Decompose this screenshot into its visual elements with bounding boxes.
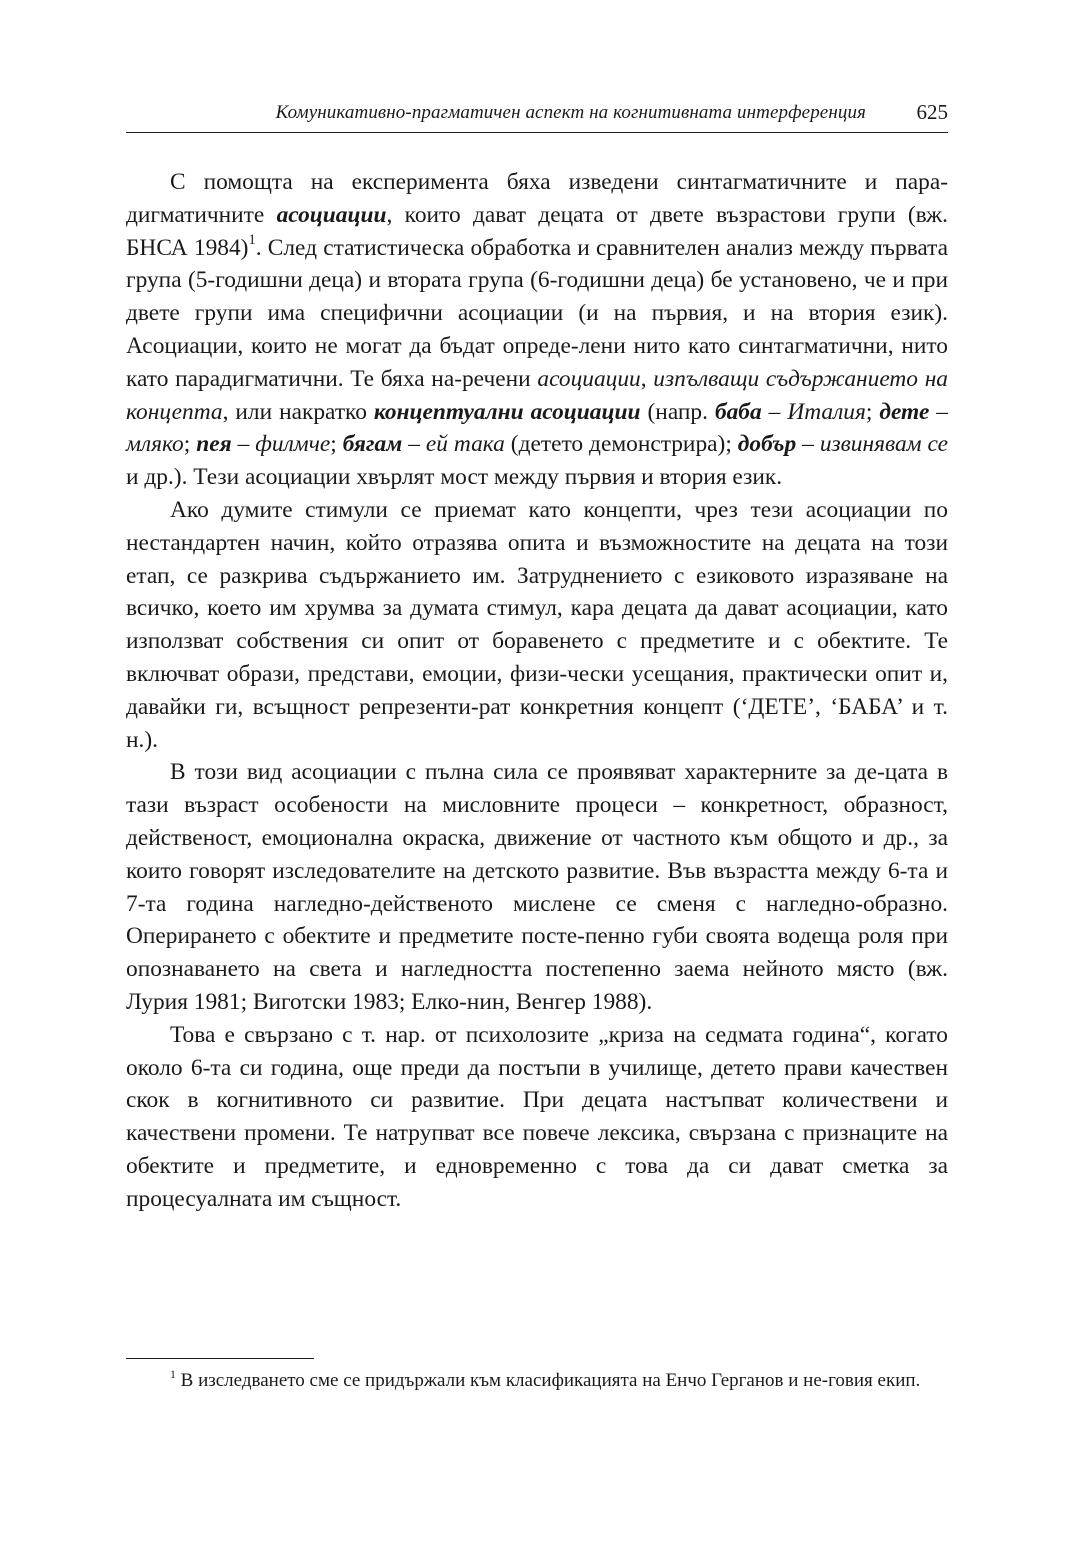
stimulus-word: баба	[714, 398, 762, 425]
footnote-marker: 1	[170, 1367, 176, 1381]
stimulus-word: пея	[196, 431, 232, 458]
footnote-text: В изследването сме се придържали към класификацията на Енчо Герганов и не-говия екип.	[175, 1370, 921, 1391]
association-word: извинявам се	[819, 431, 949, 458]
emphasis-term: концептуални асоциации	[373, 398, 641, 425]
footnote-1	[126, 1368, 948, 1394]
emphasis-term: асоциации	[276, 201, 387, 228]
association-word: ей така	[425, 431, 505, 458]
footnote-separator	[126, 1358, 314, 1359]
footnote	[126, 1368, 948, 1394]
text-run: ,	[640, 365, 654, 392]
main-text	[126, 166, 948, 1216]
association-word: мляко	[126, 431, 184, 458]
paragraph-1	[126, 166, 948, 494]
footnote-ref: 1	[248, 232, 256, 249]
paragraph-4: Това е свързано с т. нар. от психолозите „криза на седмата година“, когато около 6-та си година, още преди да постъпи в училище, детето прави качествен скок в когнитивното си развитие. При децата настъпват количествени и качествени промени. Те натрупват все повече лексика, свързана с признаците на обектите и предметите, и едновременно с това да си дават сметка за процесуалната им същност.	[126, 1021, 948, 1212]
text-run: –	[402, 431, 426, 458]
text-run: С помощта на експеримента бяха изведени синтагматичните и пара-дигматичните	[126, 169, 948, 228]
stimulus-word: дете	[879, 398, 930, 425]
text-run: –	[796, 431, 820, 458]
paragraph-2: Ако думите стимули се приемат като концепти, чрез тези асоциации по нестандартен начин, който отразява опита и възможностите на децата на този етап, се разкрива съдържанието им. Затруднението с езиковото изразяване на всичко, което им хрумва за думата стимул, кара децата да дават асоциации, като използват собствения си опит от боравенето с предметите и с обектите. Те включват образи, представи, емоции, физи-чески усещания, практически опит и, давайки ги, всъщност репрезенти-рат конкретния концепт (‘ДЕТЕ’, ‘БАБА’ и т. н.).	[126, 496, 948, 753]
text-run: , които дават децата от двете възрастови групи (вж. БНСА 1984)	[126, 201, 948, 261]
text-run: –	[761, 398, 788, 425]
association-word: Италия	[787, 398, 866, 425]
italic-term: асоциации	[537, 365, 641, 392]
text-run: –	[231, 431, 256, 458]
stimulus-word: бягам	[342, 431, 403, 458]
text-run: . След статистическа обработка и сравнителен анализ между първата група (5-годишни деца) и втората група (6-годишни деца) бе установено, че и при двете групи има специфични асоциации (и на първия, и на втория език). Асоциации, които не могат да бъдат опреде-лени нито като синтагматични, нито като парадигматични. Те бяха на-речени	[126, 234, 948, 392]
text-run: , или накратко	[222, 398, 374, 425]
italic-term: изпълващи съдържанието на концепта	[126, 365, 948, 425]
text-run: ;	[865, 398, 880, 425]
text-run: ;	[330, 431, 343, 458]
page-number: 625	[916, 100, 948, 124]
stimulus-word: добър	[737, 431, 797, 458]
text-run: –	[929, 398, 948, 425]
text-run: ;	[183, 431, 197, 458]
association-word: филмче	[255, 431, 331, 458]
running-header	[126, 100, 948, 133]
text-run: (детето демонстрира);	[504, 431, 738, 458]
text-run: (напр.	[640, 398, 715, 425]
running-title: Комуникативно-прагматичен аспект на когнитивната интерференция	[275, 102, 866, 123]
text-run: и др.). Тези асоциации хвърлят мост между първия и втория език.	[126, 464, 783, 491]
paragraph-3: В този вид асоциации с пълна сила се проявяват характерните за де-цата в тази възраст особености на мисловните процеси – конкретност, образност, действеност, емоционална окраска, движение от частното към общото и др., за които говорят изследователите на детското развитие. Във възрастта между 6-та и 7-та година нагледно-действеното мислене се сменя с нагледно-образно. Оперирането с обектите и предметите посте-пенно губи своята водеща роля при опознаването на света и нагледността постепенно заема нейното място (вж. Лурия 1981; Виготски 1983; Елко-нин, Венгер 1988).	[126, 759, 948, 1015]
